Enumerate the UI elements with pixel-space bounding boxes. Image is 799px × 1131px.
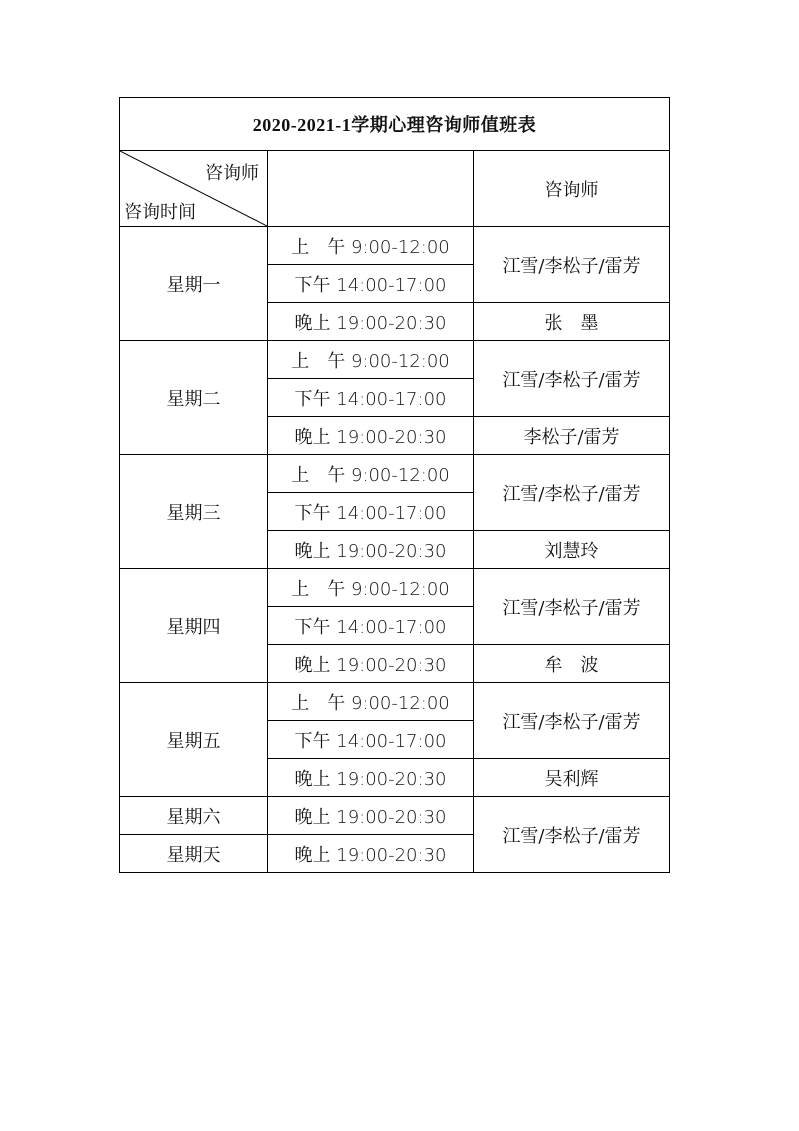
header-row bbox=[120, 151, 670, 227]
table-row bbox=[120, 569, 670, 607]
staff-cell: 江雪/李松子/雷芳 bbox=[474, 227, 670, 303]
time-slot: 下午 14:00-17:00 bbox=[268, 721, 474, 759]
day-cell: 星期五 bbox=[120, 683, 268, 797]
staff-cell: 江雪/李松子/雷芳 bbox=[474, 341, 670, 417]
evening-staff-cell: 牟 波 bbox=[474, 645, 670, 683]
day-cell-sunday: 星期天 bbox=[120, 835, 268, 873]
time-slot: 晚上 19:00-20:30 bbox=[268, 797, 474, 835]
day-cell: 星期一 bbox=[120, 227, 268, 341]
time-slot: 上 午 9:00-12:00 bbox=[268, 455, 474, 493]
table-row bbox=[120, 341, 670, 379]
time-slot: 晚上 19:00-20:30 bbox=[268, 303, 474, 341]
table-row bbox=[120, 227, 670, 265]
time-slot: 晚上 19:00-20:30 bbox=[268, 835, 474, 873]
table-row bbox=[120, 683, 670, 721]
page-title: 2020-2021-1学期心理咨询师值班表 bbox=[120, 98, 670, 151]
time-slot: 上 午 9:00-12:00 bbox=[268, 569, 474, 607]
day-cell-saturday: 星期六 bbox=[120, 797, 268, 835]
header-counselor-label: 咨询师 bbox=[205, 163, 259, 184]
header-middle-cell bbox=[268, 151, 474, 227]
table-row bbox=[120, 455, 670, 493]
time-slot: 晚上 19:00-20:30 bbox=[268, 531, 474, 569]
header-time-label: 咨询时间 bbox=[124, 202, 196, 223]
day-cell: 星期四 bbox=[120, 569, 268, 683]
staff-cell: 江雪/李松子/雷芳 bbox=[474, 683, 670, 759]
day-cell: 星期二 bbox=[120, 341, 268, 455]
time-slot: 上 午 9:00-12:00 bbox=[268, 683, 474, 721]
diagonal-header-cell bbox=[120, 151, 268, 227]
evening-staff-cell: 张 墨 bbox=[474, 303, 670, 341]
staff-cell: 江雪/李松子/雷芳 bbox=[474, 455, 670, 531]
time-slot: 晚上 19:00-20:30 bbox=[268, 759, 474, 797]
header-counselor-column: 咨询师 bbox=[474, 151, 670, 227]
time-slot: 下午 14:00-17:00 bbox=[268, 379, 474, 417]
weekend-staff-cell: 江雪/李松子/雷芳 bbox=[474, 797, 670, 873]
evening-staff-cell: 刘慧玲 bbox=[474, 531, 670, 569]
day-cell: 星期三 bbox=[120, 455, 268, 569]
evening-staff-cell: 吴利辉 bbox=[474, 759, 670, 797]
table-row bbox=[120, 797, 670, 835]
time-slot: 晚上 19:00-20:30 bbox=[268, 645, 474, 683]
evening-staff-cell: 李松子/雷芳 bbox=[474, 417, 670, 455]
time-slot: 上 午 9:00-12:00 bbox=[268, 227, 474, 265]
staff-cell: 江雪/李松子/雷芳 bbox=[474, 569, 670, 645]
title-row bbox=[120, 98, 670, 151]
time-slot: 上 午 9:00-12:00 bbox=[268, 341, 474, 379]
time-slot: 晚上 19:00-20:30 bbox=[268, 417, 474, 455]
duty-schedule-table bbox=[119, 97, 670, 873]
time-slot: 下午 14:00-17:00 bbox=[268, 607, 474, 645]
time-slot: 下午 14:00-17:00 bbox=[268, 265, 474, 303]
time-slot: 下午 14:00-17:00 bbox=[268, 493, 474, 531]
